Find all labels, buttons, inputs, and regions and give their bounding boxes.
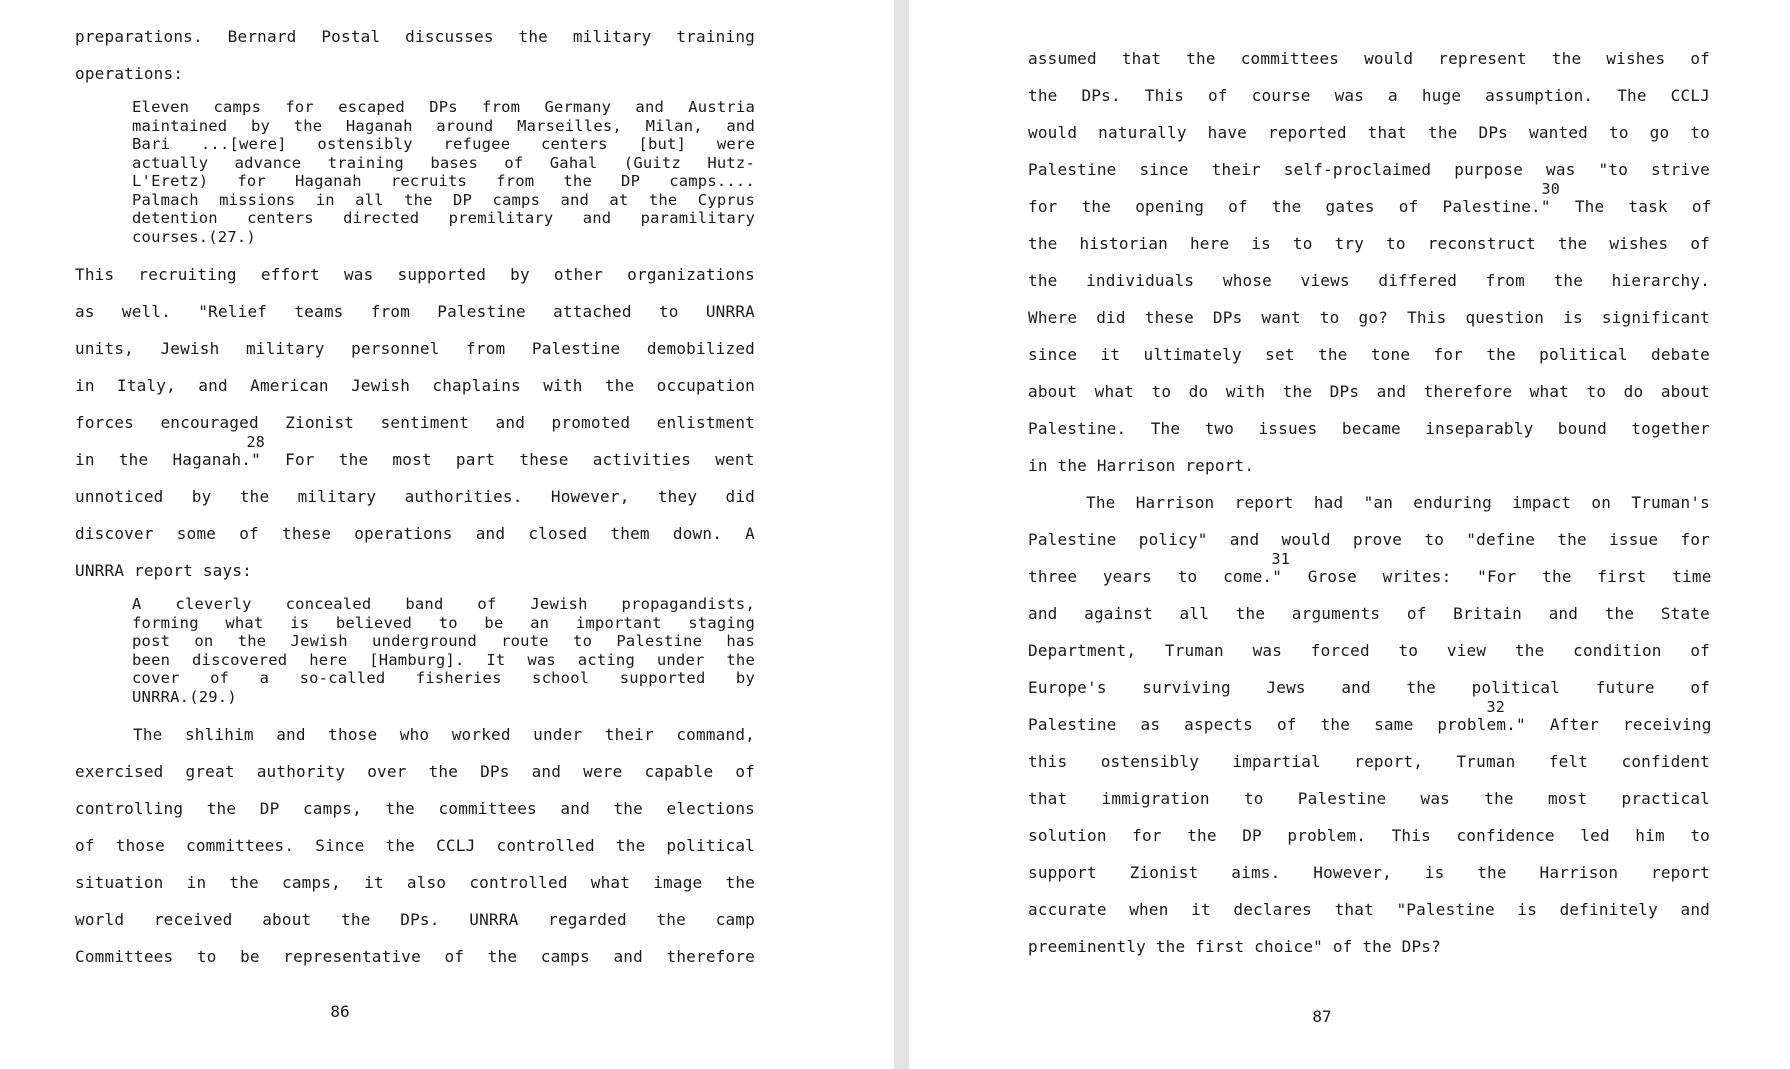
text-line: Palestine policy" and would prove to "define the issue for — [1028, 530, 1710, 549]
left-page — [0, 0, 894, 1069]
quote-line: detention centers directed premilitary and paramilitary — [132, 209, 755, 227]
quote-line: actually advance training bases of Gahal (Guitz Hutz- — [132, 153, 755, 172]
text-line: UNRRA report says: — [75, 561, 252, 580]
page-number: 87 — [1312, 1007, 1332, 1026]
text-line: would naturally have reported that the DPs wanted to go to — [1028, 123, 1710, 142]
text-line: situation in the camps, it also controlled what image the — [75, 873, 755, 892]
text-line: units, Jewish military personnel from Palestine demobilized — [75, 339, 755, 358]
text-line: Where did these DPs want to go? This question is significant — [1028, 308, 1710, 327]
quote-line: courses.(27.) — [132, 227, 256, 246]
block-quote-postal — [132, 92, 755, 256]
text-line: in the Harrison report. — [1028, 456, 1255, 475]
text-line: unnoticed by the military authorities. However, they did — [75, 487, 755, 506]
footnote-text: Palestine as aspects of the same problem." After receiving — [1028, 715, 1712, 734]
text-line: assumed that the committees would represent the wishes of — [1028, 49, 1710, 68]
page-number: 86 — [330, 1002, 350, 1021]
text-line: Department, Truman was forced to view the condition of — [1028, 641, 1710, 660]
text-line: Palestine. The two issues became inseparably bound together — [1028, 419, 1710, 438]
text-line: Europe's surviving Jews and the political future of — [1028, 678, 1710, 697]
text-line: preeminently the first choice" of the DPs? — [1028, 937, 1441, 956]
text-line: the DPs. This of course was a huge assumption. The CCLJ — [1028, 86, 1710, 105]
text-line: this ostensibly impartial report, Truman felt confident — [1028, 752, 1710, 771]
text-line: the individuals whose views differed from the hierarchy. — [1028, 271, 1710, 290]
right-page-body — [1028, 40, 1710, 965]
text-line-with-footnote — [75, 433, 755, 478]
text-line-with-footnote — [1028, 698, 1712, 743]
text-line: controlling the DP camps, the committees and the elections — [75, 799, 755, 818]
text-line-with-footnote — [1028, 550, 1712, 595]
footnote-text: three years to come." Grose writes: "For the first time — [1028, 567, 1712, 586]
text-line: discover some of these operations and closed them down. A — [75, 524, 755, 543]
text-line: the historian here is to try to reconstruct the wishes of — [1028, 234, 1710, 253]
quote-line: UNRRA.(29.) — [132, 687, 237, 706]
footnote-marker-31: 31 — [1271, 550, 1290, 568]
text-line: since it ultimately set the tone for the political debate — [1028, 345, 1710, 364]
quote-line: Palmach missions in all the DP camps and at the Cyprus — [132, 190, 755, 209]
footnote-text: in the Haganah." For the most part these activities went — [75, 450, 755, 469]
text-line: exercised great authority over the DPs and were capable of — [75, 762, 755, 781]
text-line: in Italy, and American Jewish chaplains with the occupation — [75, 376, 755, 395]
footnote-marker-28: 28 — [246, 433, 265, 451]
left-page-body — [75, 18, 755, 975]
quote-line: A cleverly concealed band of Jewish propagandists, — [132, 595, 755, 613]
block-quote-unrra — [132, 589, 755, 716]
text-line: world received about the DPs. UNRRA regarded the camp — [75, 910, 755, 929]
text-line: support Zionist aims. However, is the Harrison report — [1028, 863, 1710, 882]
text-line: as well. "Relief teams from Palestine attached to UNRRA — [75, 302, 755, 321]
text-line: This recruiting effort was supported by other organizations — [75, 265, 755, 284]
footnote-text: for the opening of the gates of Palestine." The task of — [1028, 197, 1712, 216]
text-line: solution for the DP problem. This confidence led him to — [1028, 826, 1710, 845]
text-line-with-footnote — [1028, 180, 1712, 225]
quote-line: post on the Jewish underground route to Palestine has — [132, 632, 755, 650]
text-line: that immigration to Palestine was the most practical — [1028, 789, 1710, 808]
quote-line: maintained by the Haganah around Marseilles, Milan, and — [132, 116, 755, 135]
quote-line: L'Eretz) for Haganah recruits from the DP camps.... — [132, 172, 755, 190]
text-line: The Harrison report had "an enduring impact on Truman's — [1086, 493, 1710, 512]
text-line: of those committees. Since the CCLJ controlled the political — [75, 836, 755, 855]
text-line: The shlihim and those who worked under their command, — [133, 725, 755, 744]
text-line: forces encouraged Zionist sentiment and promoted enlistment — [75, 413, 755, 432]
footnote-marker-32: 32 — [1486, 698, 1505, 716]
quote-line: cover of a so-called fisheries school supported by — [132, 669, 755, 687]
text-line: Committees to be representative of the camps and therefore — [75, 947, 755, 966]
text-line: and against all the arguments of Britain and the State — [1028, 604, 1710, 623]
quote-line: Bari ...[were] ostensibly refugee centers [but] were — [132, 135, 755, 153]
text-line: accurate when it declares that "Palestine is definitely and — [1028, 900, 1710, 919]
quote-line: Eleven camps for escaped DPs from Germany and Austria — [132, 98, 755, 116]
text-line: preparations. Bernard Postal discusses the military training — [75, 27, 755, 46]
footnote-marker-30: 30 — [1541, 180, 1560, 198]
text-line: about what to do with the DPs and therefore what to do about — [1028, 382, 1710, 401]
right-page — [909, 0, 1790, 1069]
quote-line: been discovered here [Hamburg]. It was acting under the — [132, 650, 755, 669]
page-gutter — [894, 0, 909, 1069]
text-line: Palestine since their self-proclaimed purpose was "to strive — [1028, 160, 1710, 179]
text-line: operations: — [75, 64, 184, 83]
quote-line: forming what is believed to be an important staging — [132, 613, 755, 632]
